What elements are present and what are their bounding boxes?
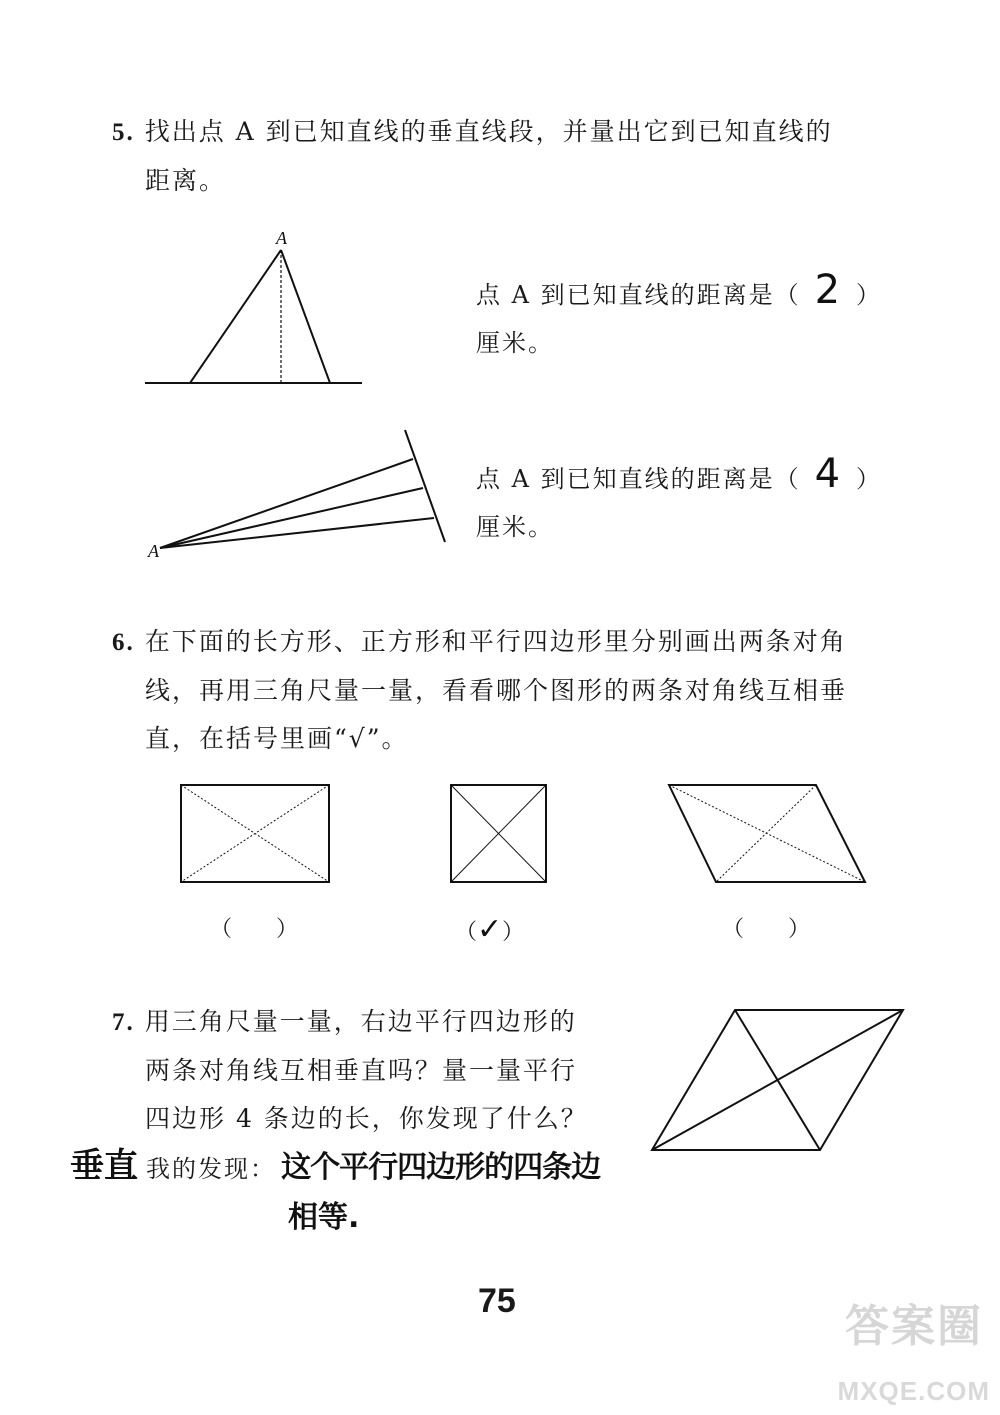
q7-line1: 用三角尺量一量，右边平行四边形的 bbox=[144, 1007, 577, 1036]
q7-finding-text-2: 相等. bbox=[288, 1200, 360, 1235]
q6-parallelogram bbox=[669, 785, 865, 882]
q7-finding-label: 我的发现： bbox=[146, 1155, 276, 1183]
q6-para-diagonal1 bbox=[669, 785, 865, 882]
q6-para-diagonal2 bbox=[716, 785, 816, 882]
q6-line3: 直，在括号里画“√”。 bbox=[145, 724, 409, 753]
q5-answer2-unit: 厘米。 bbox=[476, 513, 554, 541]
q5-answer2-value: 4 bbox=[814, 451, 843, 497]
q5-fig1-side-left bbox=[190, 250, 281, 383]
page-number: 75 bbox=[478, 1282, 516, 1320]
q7-line3: 四边形 4 条边的长，你发现了什么？ bbox=[145, 1104, 588, 1133]
q6-paren-square-open: （ bbox=[455, 920, 478, 945]
q7-line2: 两条对角线互相垂直吗？量一量平行 bbox=[145, 1056, 578, 1085]
q6-paren-square-close: ） bbox=[502, 920, 525, 945]
q6-paren-rect: （ ） bbox=[210, 917, 299, 942]
q6-paren-para: （ ） bbox=[722, 917, 811, 942]
q6-line1: 在下面的长方形、正方形和平行四边形里分别画出两条对角 bbox=[144, 627, 847, 656]
q6-rectangle bbox=[181, 785, 329, 882]
q5-answer2-suffix: ） bbox=[856, 465, 883, 493]
q5-fig2-ray2 bbox=[160, 488, 423, 548]
q5-figure1 bbox=[145, 250, 362, 383]
watermark-logo: 答案圈 bbox=[845, 1301, 983, 1352]
q7-margin-note: 垂直 bbox=[70, 1146, 138, 1186]
q7-finding-text-1: 这个平行四边形的四条边 bbox=[281, 1150, 601, 1185]
q6-rect-diagonal2 bbox=[181, 785, 329, 882]
q7-number: 7. bbox=[112, 1009, 135, 1036]
q7-rhombus bbox=[652, 1010, 903, 1150]
q5-answer1-value: 2 bbox=[814, 267, 843, 313]
q5-figure2 bbox=[160, 430, 445, 548]
q5-line2: 距离。 bbox=[145, 166, 227, 195]
q6-line2: 线，再用三角尺量一量，看看哪个图形的两条对角线互相垂 bbox=[145, 676, 848, 705]
watermark: MXQE.COM bbox=[837, 1376, 990, 1406]
q6-number: 6. bbox=[112, 629, 135, 656]
q5-fig2-given-line bbox=[405, 430, 445, 542]
q5-answer1-unit: 厘米。 bbox=[476, 329, 554, 357]
q5-fig1-side-right bbox=[281, 250, 330, 383]
q5-answer2-prefix: 点 A 到已知直线的距离是（ bbox=[476, 465, 801, 493]
q5-answer1-suffix: ） bbox=[856, 281, 883, 309]
q5-answer1-prefix: 点 A 到已知直线的距离是（ bbox=[476, 281, 801, 309]
q5-fig1-label-A: A bbox=[276, 228, 287, 248]
q6-check-mark: ✓ bbox=[477, 912, 503, 947]
q5-line1: 找出点 A 到已知直线的垂直线段，并量出它到已知直线的 bbox=[144, 117, 833, 146]
q7-rhombus-diagonal2 bbox=[652, 1010, 903, 1150]
q5-number: 5. bbox=[112, 119, 135, 146]
q6-square bbox=[451, 785, 546, 882]
q5-fig2-label-A: A bbox=[148, 541, 159, 561]
